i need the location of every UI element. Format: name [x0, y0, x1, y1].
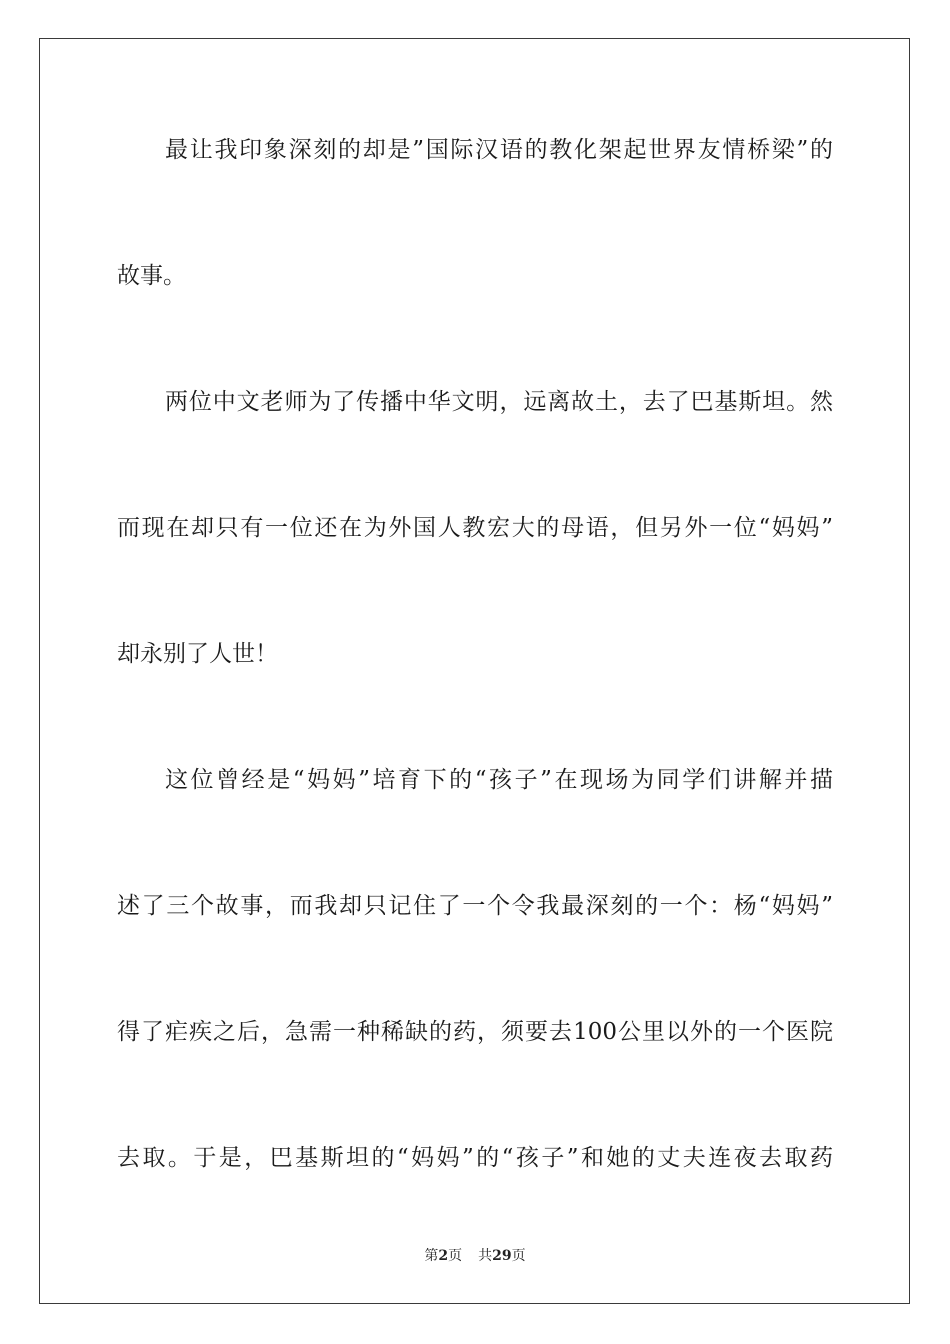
paragraph-3-line-3: 得了疟疾之后，急需一种稀缺的药，须要去100公里以外的一个医院 — [117, 1019, 833, 1045]
page-suffix: 页 — [448, 1248, 463, 1264]
paragraph-3-line-4: 去取。于是，巴基斯坦的“妈妈”的“孩子”和她的丈夫连夜去取药 — [117, 1145, 833, 1171]
total-pages: 29 — [492, 1248, 512, 1264]
paragraph-3-line-1: 这位曾经是“妈妈”培育下的“孩子”在现场为同学们讲解并描 — [165, 767, 833, 793]
page-footer — [0, 1247, 950, 1265]
paragraph-1-line-1: 最让我印象深刻的却是”国际汉语的教化架起世界友情桥梁”的 — [165, 137, 833, 163]
total-prefix: 共 — [478, 1248, 493, 1264]
total-suffix: 页 — [511, 1248, 526, 1264]
page-border — [39, 38, 910, 1304]
paragraph-2-line-3: 却永别了人世！ — [117, 641, 278, 667]
paragraph-3-line-2: 述了三个故事，而我却只记住了一个令我最深刻的一个：杨“妈妈” — [117, 893, 833, 919]
page-number: 2 — [438, 1248, 449, 1264]
paragraph-1-line-2: 故事。 — [117, 263, 186, 289]
paragraph-2-line-2: 而现在却只有一位还在为外国人教宏大的母语，但另外一位“妈妈” — [117, 515, 833, 541]
page-prefix: 第 — [424, 1248, 439, 1264]
paragraph-2-line-1: 两位中文老师为了传播中华文明，远离故土，去了巴基斯坦。然 — [165, 389, 833, 415]
